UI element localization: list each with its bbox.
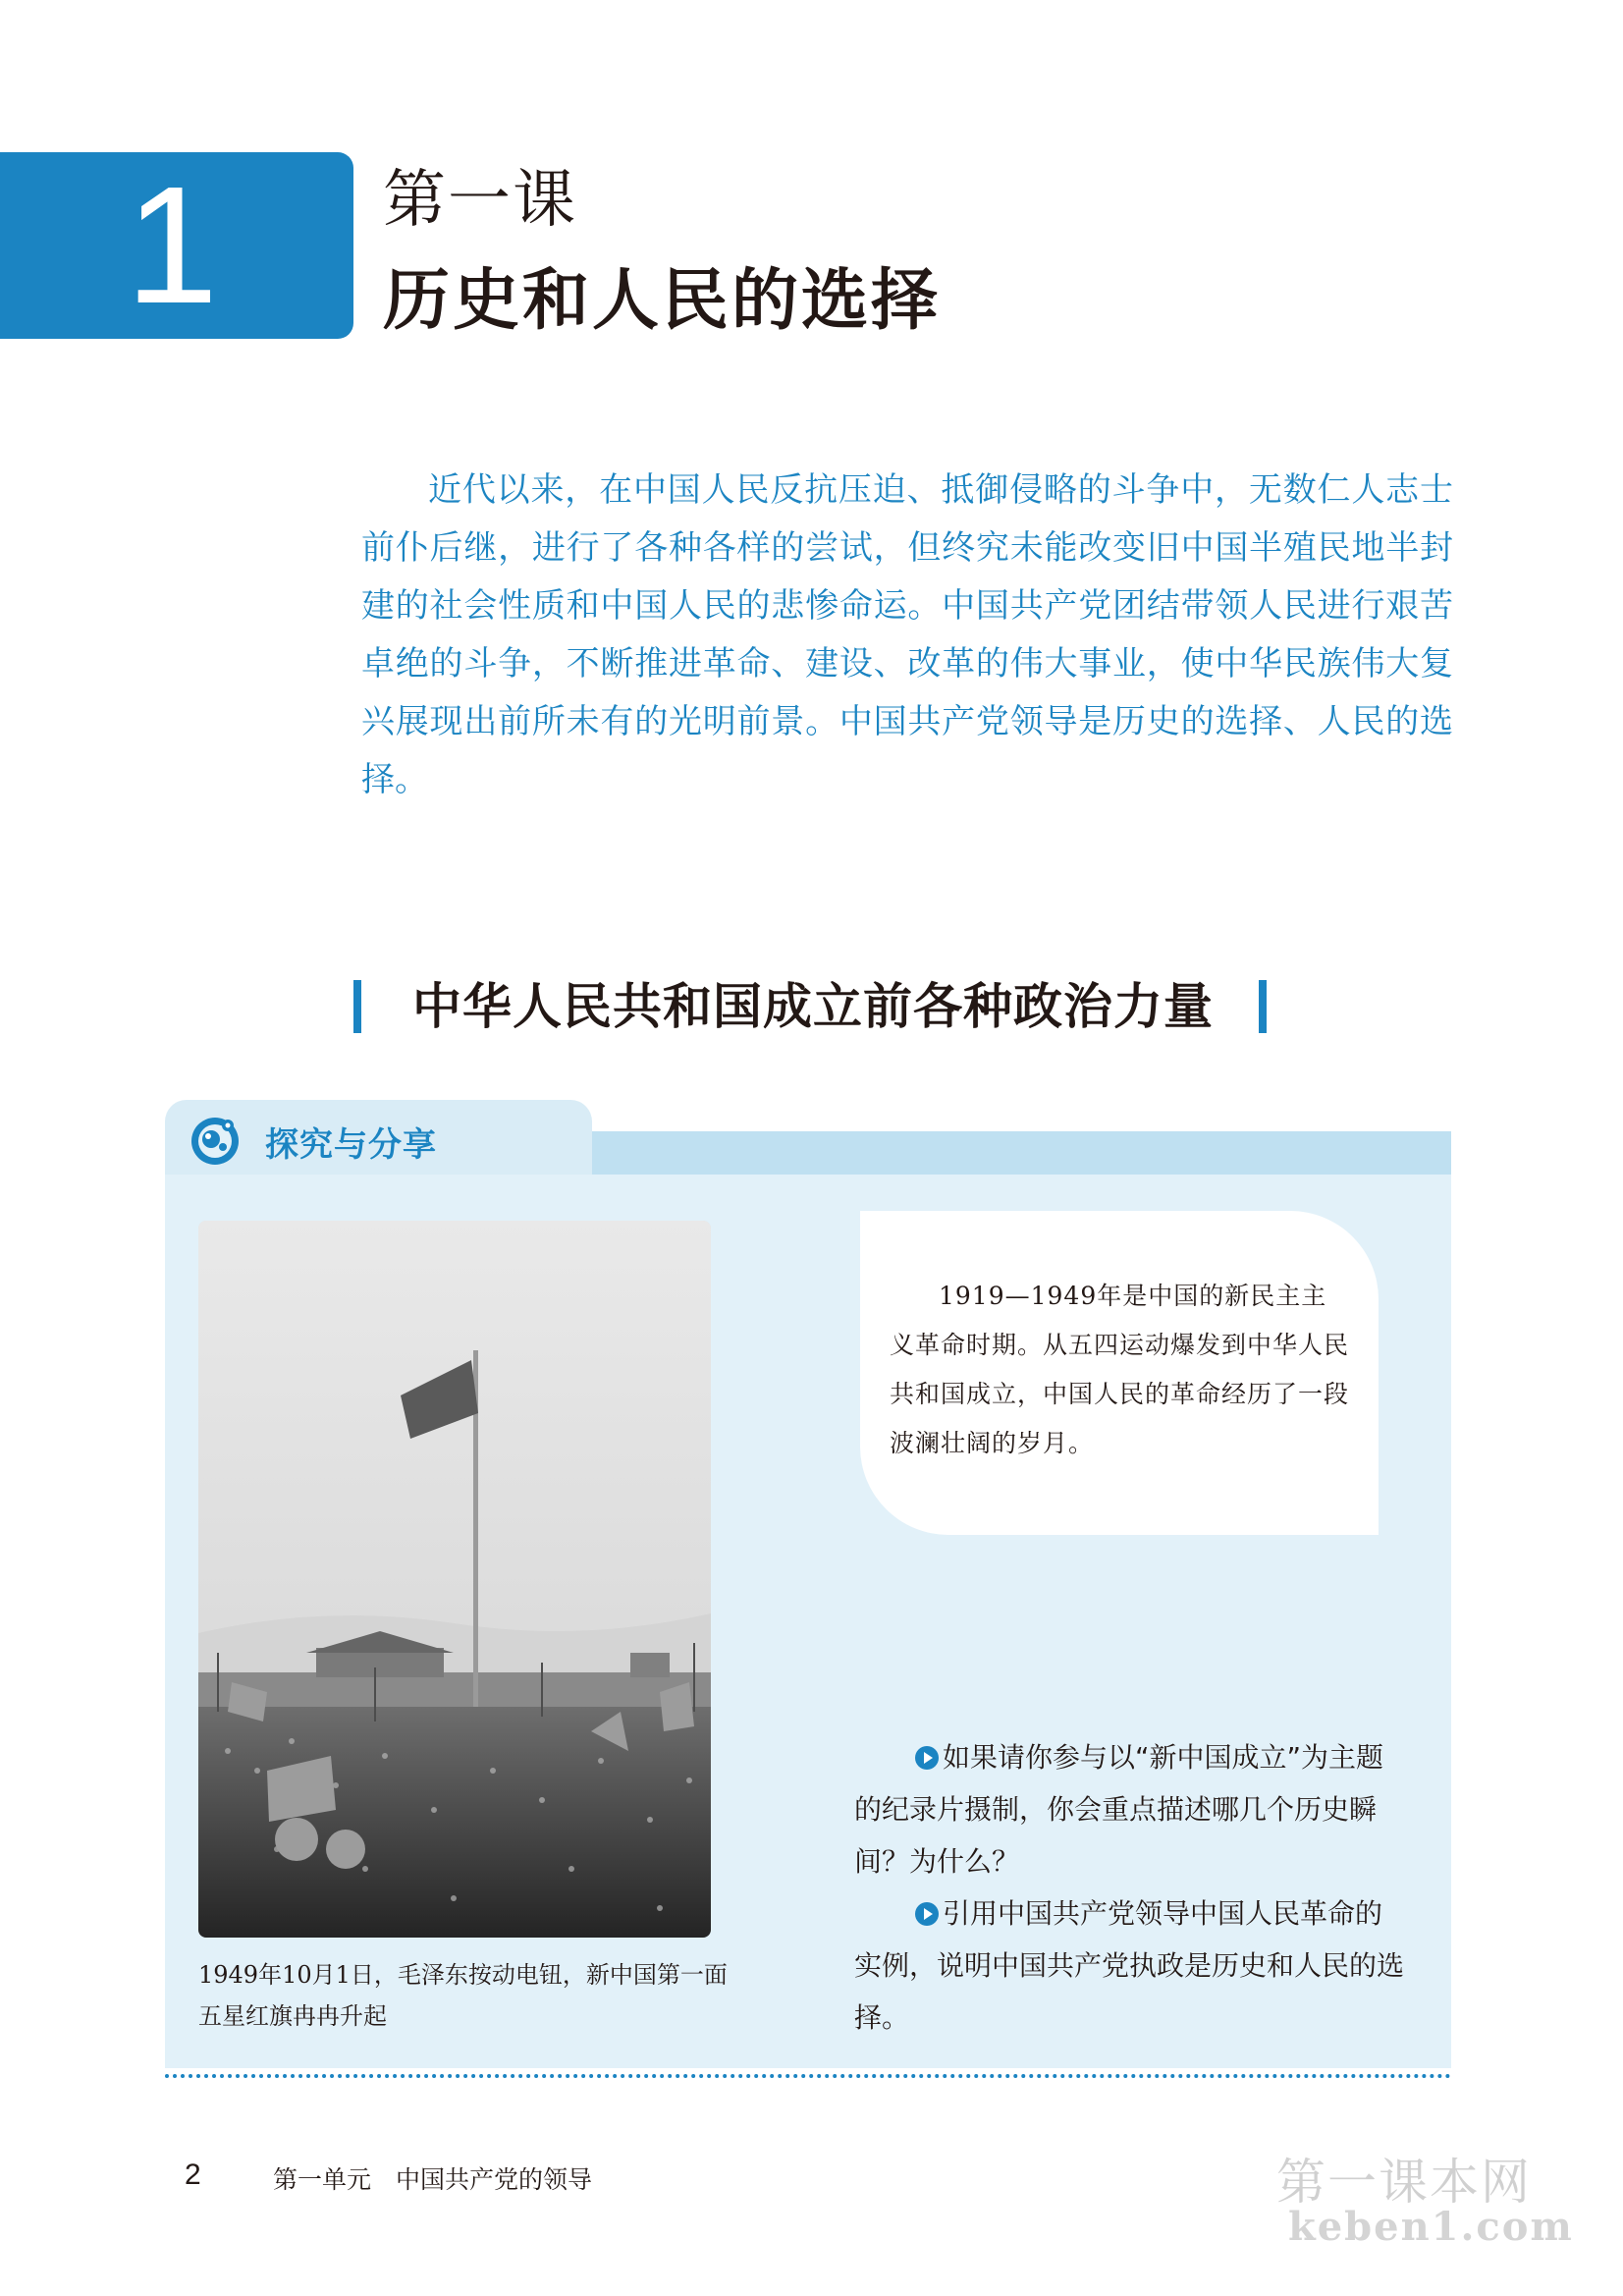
heading-bar-right	[1259, 980, 1267, 1033]
intro-paragraph: 近代以来，在中国人民反抗压迫、抵御侵略的斗争中，无数仁人志士前仆后继，进行了各种各样的尝试，但终究未能改变旧中国半殖民地半封建的社会性质和中国人民的悲惨命运。中国共产党团结带领人民进行艰苦卓绝的斗争，不断推进革命、建设、改革的伟大事业，使中华民族伟大复兴展现出前所未有的光明前景。中国共产党领导是历史的选择、人民的选择。	[361, 470, 1453, 799]
lesson-label: 第一课	[383, 164, 577, 237]
watermark-url: keben1.com	[1288, 2204, 1574, 2250]
dotted-divider	[165, 2074, 1451, 2078]
explore-icon	[189, 1114, 242, 1167]
heading-bar-left	[353, 980, 361, 1033]
lesson-number: 1	[125, 152, 219, 339]
lesson-title: 历史和人民的选择	[383, 262, 942, 340]
explore-title: 探究与分享	[265, 1125, 437, 1165]
question-item	[854, 1731, 1404, 1887]
watermark-site-name: 第一课本网	[1276, 2154, 1532, 2211]
quote-text: 1919—1949年是中国的新民主主义革命时期。从五四运动爆发到中华人民共和国成立，中国人民的革命经历了一段波澜壮阔的岁月。	[890, 1282, 1350, 1457]
page-number: 2	[185, 2159, 201, 2191]
play-arrow-icon	[915, 1746, 939, 1770]
question-text: 引用中国共产党领导中国人民革命的实例，说明中国共产党执政是历史和人民的选择。	[854, 1897, 1405, 2034]
question-text: 如果请你参与以“新中国成立”为主题的纪录片摄制，你会重点描述哪几个历史瞬间？为什么？	[854, 1741, 1384, 1878]
section-heading	[353, 972, 1267, 1041]
section-title: 中华人民共和国成立前各种政治力量	[412, 978, 1214, 1035]
flag-raising-photo	[198, 1221, 711, 1938]
question-item	[854, 1887, 1404, 2044]
play-arrow-icon	[915, 1902, 939, 1926]
photo-caption: 1949年10月1日，毛泽东按动电钮，新中国第一面五星红旗冉冉升起	[198, 1961, 728, 2030]
footer-unit-title: 第一单元 中国共产党的领导	[273, 2165, 593, 2194]
